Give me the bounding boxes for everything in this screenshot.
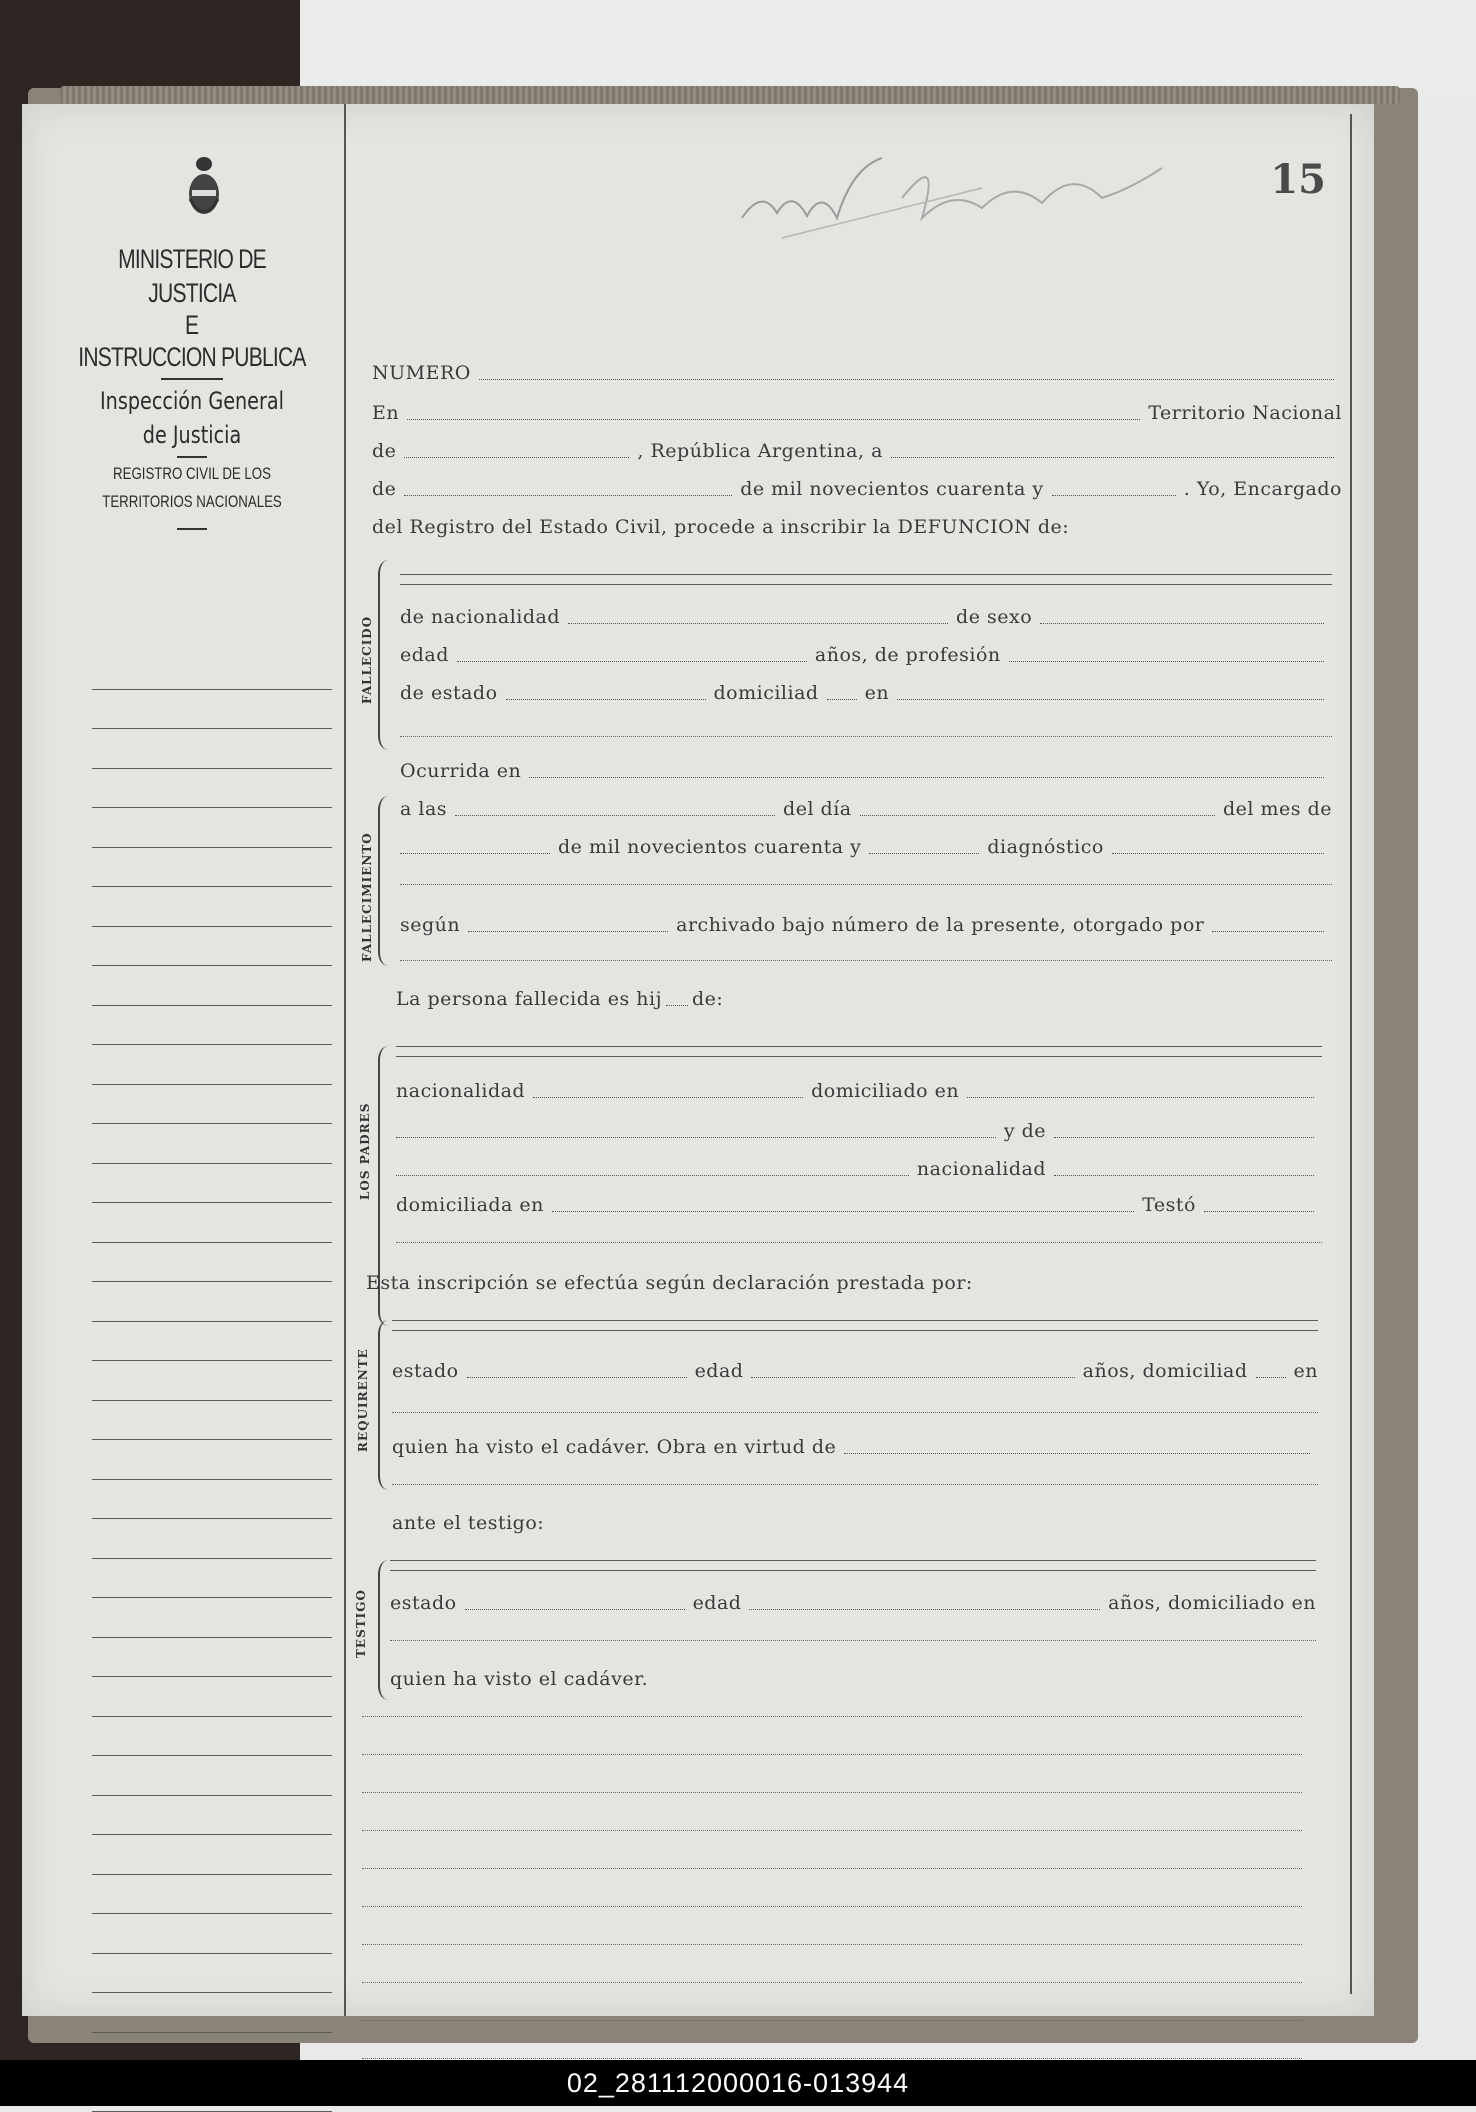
segun-label: según <box>400 914 461 936</box>
section-label-fallecido: FALLECIDO <box>360 615 374 704</box>
witness-estado-label: estado <box>390 1592 457 1614</box>
notes-line[interactable] <box>362 1792 1302 1793</box>
ministry-name: MINISTERIO DE JUSTICIA <box>118 244 266 308</box>
section-label-testigo: TESTIGO <box>354 1589 368 1658</box>
father-domicile-cont-field[interactable] <box>396 1136 996 1138</box>
mother-name-cont-field[interactable] <box>396 1174 909 1176</box>
ministry-name-2: INSTRUCCION PUBLICA <box>78 342 306 372</box>
inspection-line-2: de Justicia <box>142 421 242 449</box>
y-de-label: y de <box>1003 1120 1046 1142</box>
declarant-name-line-2 <box>392 1330 1318 1331</box>
stub-line <box>92 1993 332 2033</box>
hijo-row <box>396 982 1332 1010</box>
hour-field[interactable] <box>455 814 775 816</box>
stub-line <box>92 927 332 967</box>
de-label: de <box>372 440 397 462</box>
issued-by-field[interactable] <box>1212 930 1324 932</box>
sex-field[interactable] <box>1040 622 1324 624</box>
registro-row <box>372 510 1342 538</box>
father-nationality-field[interactable] <box>533 1096 803 1098</box>
inscripcion-row <box>366 1266 1322 1294</box>
en-row <box>372 396 1342 424</box>
notes-line[interactable] <box>362 1906 1302 1907</box>
image-identifier: 02_281112000016-013944 <box>0 2060 1476 2106</box>
del-mes-label: del mes de <box>1223 798 1332 820</box>
stub-line <box>92 1124 332 1164</box>
stub-line <box>92 887 332 927</box>
stub-line <box>92 1598 332 1638</box>
stub-line <box>92 1796 332 1836</box>
declarant-name-line[interactable] <box>392 1320 1318 1321</box>
domiciliad-label: domiciliad <box>713 682 819 704</box>
stub-line <box>92 1006 332 1046</box>
diagnostico-label: diagnóstico <box>987 836 1104 858</box>
day-field[interactable] <box>860 814 1215 816</box>
register-page <box>22 104 1374 2016</box>
father-domicile-label: domiciliado en <box>811 1080 960 1102</box>
diagnosis-field[interactable] <box>1112 852 1324 854</box>
witness-status-field[interactable] <box>465 1608 685 1610</box>
witness-age-field[interactable] <box>749 1608 1100 1610</box>
requirente-estado-row <box>392 1354 1318 1382</box>
stub-line <box>92 808 332 848</box>
stub-line <box>92 1085 332 1125</box>
book-spine-cloth <box>60 86 1400 104</box>
declarant-edad-label: edad <box>694 1360 744 1382</box>
notes-line[interactable] <box>362 1754 1302 1755</box>
de-parents-label: de: <box>692 988 724 1010</box>
numero-row <box>372 356 1342 384</box>
ocurrida-row <box>400 754 1332 782</box>
stub-line <box>92 1203 332 1243</box>
edad-label: edad <box>400 644 449 666</box>
stub-line <box>92 966 332 1006</box>
page-number: 15 <box>1270 156 1326 203</box>
hora-row <box>400 792 1332 820</box>
testigo-quien-row <box>390 1662 1316 1690</box>
declarant-domicile-line[interactable] <box>392 1412 1318 1413</box>
notes-line[interactable] <box>362 1982 1302 1983</box>
numero-label: NUMERO <box>372 362 471 384</box>
declarant-quien-label: quien ha visto el cadáver. Obra en virtud de <box>392 1436 837 1458</box>
nationality-field[interactable] <box>568 622 948 624</box>
stub-line <box>92 1756 332 1796</box>
will-field[interactable] <box>1204 1210 1314 1212</box>
nacionalidad-label: de nacionalidad <box>400 606 561 628</box>
sexo-label: de sexo <box>956 606 1033 628</box>
notes-line[interactable] <box>362 2058 1302 2059</box>
stub-line <box>92 1282 332 1322</box>
estado-row <box>400 676 1332 704</box>
date-day-field[interactable] <box>891 456 1334 458</box>
stub-line <box>92 1717 332 1757</box>
del-dia-label: del día <box>783 798 852 820</box>
testigo-estado-row <box>390 1586 1316 1614</box>
divider <box>161 378 223 380</box>
nacionalidad-row <box>400 600 1332 628</box>
padre-nacionalidad-row <box>396 1074 1322 1102</box>
mother-nationality-field[interactable] <box>1054 1174 1314 1176</box>
mother-domicile-label: domiciliada en <box>396 1194 544 1216</box>
edad-row <box>400 638 1332 666</box>
inspection-line-1: Inspección General <box>100 387 284 415</box>
ministry-header <box>42 242 342 534</box>
brace-requirente <box>378 1320 390 1490</box>
year-field[interactable] <box>1052 494 1176 496</box>
archivado-label: archivado bajo número de la presente, otorgado por <box>676 914 1205 936</box>
domiciliad-suffix-field[interactable] <box>827 698 857 700</box>
notes-line[interactable] <box>362 1830 1302 1831</box>
year-of-death-field[interactable] <box>869 852 979 854</box>
stub-line <box>92 650 332 690</box>
right-margin-rule <box>1350 114 1352 1994</box>
certificate-field[interactable] <box>468 930 668 932</box>
declarant-domicile-label: años, domiciliad <box>1082 1360 1248 1382</box>
stub-line <box>92 1480 332 1520</box>
stub-line <box>92 1519 332 1559</box>
declarant-virtue-field[interactable] <box>844 1452 1310 1454</box>
father-domicile-field[interactable] <box>967 1096 1314 1098</box>
brace-fallecido <box>378 560 390 750</box>
segun-row <box>400 908 1332 936</box>
stub-line <box>92 1401 332 1441</box>
stub-line <box>92 1322 332 1362</box>
month-of-death-field[interactable] <box>400 852 550 854</box>
registro-text: del Registro del Estado Civil, procede a inscribir la DEFUNCION de: <box>372 516 1070 538</box>
witness-name-line[interactable] <box>390 1560 1316 1561</box>
father-name-line[interactable] <box>396 1046 1322 1047</box>
parents-extra-line[interactable] <box>396 1242 1322 1243</box>
stub-line <box>92 1875 332 1915</box>
declarant-age-field[interactable] <box>751 1376 1074 1378</box>
father-nationality-label: nacionalidad <box>396 1080 526 1102</box>
brace-fallecimiento <box>378 796 390 966</box>
ministry-conjunction: E <box>184 310 200 340</box>
y-de-row <box>396 1114 1322 1142</box>
en-label-2: en <box>864 682 890 704</box>
en-label: En <box>372 402 400 424</box>
place-field[interactable] <box>407 418 1140 420</box>
yo-encargado-label: . Yo, Encargado <box>1183 478 1342 500</box>
notes-line[interactable] <box>362 1868 1302 1869</box>
father-name-line-2 <box>396 1056 1322 1057</box>
madre-nacionalidad-row <box>396 1152 1322 1180</box>
divider <box>177 456 207 458</box>
civil-status-field[interactable] <box>506 698 706 700</box>
stub-lines <box>92 650 332 2112</box>
hijo-suffix-field[interactable] <box>666 1004 688 1006</box>
notes-line[interactable] <box>362 1944 1302 1945</box>
notes-line[interactable] <box>362 1716 1302 1717</box>
section-label-padres: LOS PADRES <box>358 1102 372 1200</box>
domicile-field[interactable] <box>897 698 1324 700</box>
age-field[interactable] <box>457 660 807 662</box>
witness-domicile-label: años, domiciliado en <box>1108 1592 1316 1614</box>
stub-line <box>92 1164 332 1204</box>
section-label-fallecimiento: FALLECIMIENTO <box>360 832 374 962</box>
stub-line <box>92 1914 332 1954</box>
deceased-name-line[interactable] <box>400 574 1332 575</box>
estado-label: de estado <box>400 682 498 704</box>
declarant-virtue-line[interactable] <box>392 1484 1318 1485</box>
issued-by-line[interactable] <box>400 960 1332 961</box>
stub-line <box>92 848 332 888</box>
profesion-label: años, de profesión <box>814 644 1001 666</box>
witness-domicile-line[interactable] <box>390 1640 1316 1641</box>
diagnostico-row <box>400 830 1332 858</box>
declarant-status-field[interactable] <box>467 1376 687 1378</box>
a-las-label: a las <box>400 798 448 820</box>
stub-line <box>92 1638 332 1678</box>
stub-line <box>92 690 332 730</box>
de-mil-label: de mil novecientos cuarenta y <box>740 478 1044 500</box>
stub-line <box>92 1954 332 1994</box>
witness-quien-label: quien ha visto el cadáver. <box>390 1668 649 1690</box>
republica-row <box>372 434 1342 462</box>
declarant-en-label: en <box>1293 1360 1318 1382</box>
ante-testigo-label: ante el testigo: <box>392 1512 545 1534</box>
handwritten-annotation <box>722 128 1182 248</box>
declarant-suffix-field[interactable] <box>1256 1376 1286 1378</box>
domicile-line[interactable] <box>400 736 1332 737</box>
left-stub-column <box>22 104 346 2016</box>
divider <box>177 528 207 530</box>
brace-testigo <box>378 1560 390 1700</box>
section-label-requirente: REQUIRENTE <box>356 1348 370 1452</box>
stub-line <box>92 729 332 769</box>
stub-line <box>92 1045 332 1085</box>
stub-line <box>92 1677 332 1717</box>
hijo-label: La persona fallecida es hij <box>396 988 663 1010</box>
background-top <box>300 0 1476 96</box>
mother-nationality-label: nacionalidad <box>916 1158 1046 1180</box>
territory-field[interactable] <box>404 456 629 458</box>
mother-domicile-field[interactable] <box>552 1210 1134 1212</box>
ocurrida-label: Ocurrida en <box>400 760 522 782</box>
profession-field[interactable] <box>1009 660 1324 662</box>
numero-field[interactable] <box>479 378 1334 380</box>
notes-line[interactable] <box>362 2020 1302 2021</box>
madre-domicilio-row <box>396 1188 1322 1216</box>
mother-name-field[interactable] <box>1054 1136 1314 1138</box>
diagnosis-line[interactable] <box>400 884 1332 885</box>
witness-edad-label: edad <box>692 1592 742 1614</box>
place-of-death-field[interactable] <box>529 776 1324 778</box>
stub-line <box>92 1440 332 1480</box>
deceased-name-line-2 <box>400 584 1332 585</box>
de-label-2: de <box>372 478 397 500</box>
territorio-label: Territorio Nacional <box>1148 402 1342 424</box>
requirente-quien-row <box>392 1430 1318 1458</box>
stub-line <box>92 1361 332 1401</box>
declarant-estado-label: estado <box>392 1360 459 1382</box>
month-field[interactable] <box>404 494 732 496</box>
registry-line-1: REGISTRO CIVIL DE LOS <box>113 464 271 483</box>
stub-line <box>92 769 332 809</box>
ante-testigo-row <box>392 1506 1318 1534</box>
inscripcion-text: Esta inscripción se efectúa según declaración prestada por: <box>366 1272 973 1294</box>
stub-line <box>92 1243 332 1283</box>
de-mil-label-2: de mil novecientos cuarenta y <box>558 836 862 858</box>
testo-label: Testó <box>1142 1194 1196 1216</box>
stub-line <box>92 1835 332 1875</box>
year-row <box>372 472 1342 500</box>
coat-of-arms-icon <box>184 154 224 224</box>
republica-label: , República Argentina, a <box>637 440 883 462</box>
registry-line-2: TERRITORIOS NACIONALES <box>102 492 282 511</box>
stub-line <box>92 1559 332 1599</box>
witness-name-line-2 <box>390 1570 1316 1571</box>
